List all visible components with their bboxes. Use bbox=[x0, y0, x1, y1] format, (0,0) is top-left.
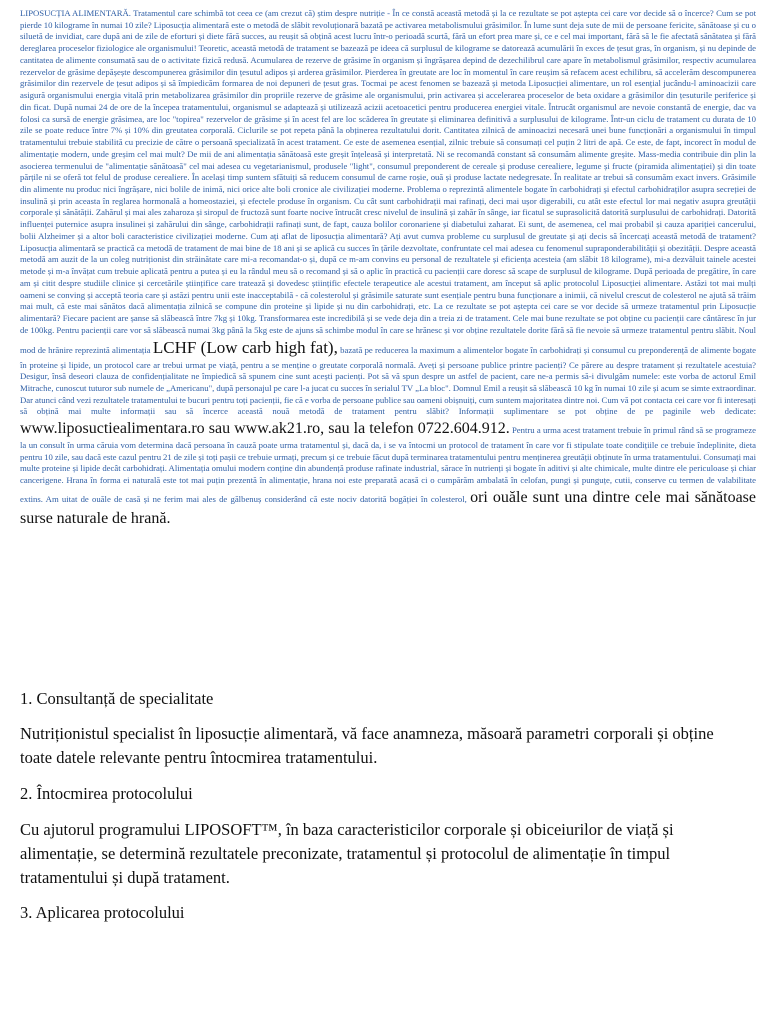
lchf-highlight: LCHF (Low carb high fat), bbox=[152, 337, 338, 357]
contact-info: www.liposuctiealimentara.ro sau www.ak21.ro, sau la telefon 0722.604.912. bbox=[20, 420, 510, 438]
eggs-statement: ori ouăle sunt una dintre cele mai sănătoase surse naturale de hrană. bbox=[20, 488, 756, 528]
article-middle-text: bazată pe reducerea la maximum a alimentelor bogate în carbohidrați și consumul cu preponderență de alimente bogate în proteine și lipide, un protocol care ar trebui urmat pe viață, pentru a se menține o greutate corporală normală. Aveți și persoane publice printre pacienți? Ce părere au despre tratament și rezultatele acestuia? Desigur, însă deseori clauza de confidențialitate ne împiedică să spunem cine sunt acești pacienți. Pot să vă spun despre un astfel de pacient, care ne-a permis să-i divulgăm numele: este vorba de actorul Emil Mitrache, cunoscut tuturor sub numele de „Americanu", după personajul pe care l-a jucat cu succes în serialul TV „La bloc". Domnul Emil a reușit să slăbească 10 kg în numai 10 zile și acum se simte extraordinar. Dar atunci când vezi rezultatele tratamentului te bucuri pentru toți pacienții, fie că e vorba de persoane publice sau oameni obișnuiți, cum suntem majoritatea dintre noi. Cum vă pot contacta cei care vor fi interesați să obțină mai multe informații sau să încerce această nouă metodă de tratament pentru slăbit? Informații suplimentare se pot obține de pe paginile web dedicate: bbox=[20, 344, 756, 417]
step-2-text: Cu ajutorul programului LIPOSOFT™, în baza caracteristicilor corporale și obiceiurilor de viață și alimentație, se determină rezultatele preconizate, tratamentul și protocolul de alimentație în timpul tratamentului și după tratament. bbox=[20, 819, 674, 887]
treatment-steps bbox=[20, 688, 748, 937]
step-1-heading: 1. Consultanță de specialitate bbox=[20, 689, 214, 708]
step-2-heading: 2. Întocmirea protocolului bbox=[20, 784, 193, 804]
article-intro-text: LIPOSUCȚIA ALIMENTARĂ. Tratamentul care schimbă tot ceea ce (am crezut că) știm despre nutriție - În ce constă această metodă și la ce rezultate se pot aștepta cei care vor decide să o încerce? Cum se pot pierde 10 kilograme în numai 10 zile? Liposucția alimentară este o metodă de slăbit revoluționară bazată pe activarea metabolismului grăsimilor. În lume sunt deja sute de mii de persoane fericite, sănătoase și cu o siluetă de invidiat, care după ani de zile de eforturi și diete fără succes, au reușit să obțină acest lucru într-o perioadă scurtă, fără un efort prea mare și, ce e cel mai important, fără să le fie afectată sănătatea și fără dereglarea proceselor fiziologice ale organismului! Teoretic, această metodă de tratament se bazează pe ideea că surplusul de kilograme se datorează acumulării în exces de țesut gras, în organism, și nu depinde de cantitatea de alimente consumată sau de o activitate fizică redusă. Acumularea de rezerve de grăsime în organism și îngrășarea depind de dezechilibrul care apare în metabolismul grăsimilor, respectiv acumularea rezervelor de grăsime depășește descompunerea grăsimilor din țesutul adipos și arderea grăsimilor. Pierderea în greutate are loc în momentul în care reușim să refacem acest echilibru, să accelerăm descompunerea grăsimilor din rezervele de țesut adipos și să împiedicăm formarea de noi depuneri de țesut gras. Tocmai pe acest fenomen se bazează și metoda Liposucției alimentare, un rol esențial jucându-l aminoacizii care asigură organismului energia vitală prin metabolizarea grăsimilor din propriile rezerve de grăsime ale organismului, prin activarea și accelerarea proceselor de beta oxidare a grăsimilor din țesuturile periferice și din ficat. După numai 24 de ore de la începea tratamentului, organismul se adaptează și utilizează acizii acetoacetici pentru producerea energiei vitale. Întrucât organismul are nevoie constantă de energie, dac va folosi ca sursă de energie grăsimea, are loc "topirea" rezervelor de grăsime și în acest fel are loc scăderea în greutate și eliminarea definitivă a surplusului de kilograme. Într-un ciclu de tratament cu durata de 10 zile se poate reduce între 7% și 10% din greutatea corporală. Ciclurile se pot repeta până la obținerea rezultatului dorit. Cantitatea zilnică de aminoacizi necesară unei bune funcționări a organismului în timpul tratamentului trebuie stabilită cu precizie de către o persoană specializată în acest tratament. Ce este de asemenea esențial, zilnic trebuie să consumați cel puțin 2 litri de apă. Ce este, de fapt, incorect în modul de alimentație modern, unde greșim cel mai mult? De mii de ani alimentația sănătoasă este greșit înțeleasă și interpretată. Ni se recomandă constant să consumăm alimente greșite. Mass-media contribuie din plin la asocierea termenului de "alimentație sănătoasă" cel mai adesea cu vegetarianismul, produsele "light", consumul preponderent de cereale și produse cerealiere, legume și fructe (piramida alimentației) și din toate părțile ni se oferă tot felul de produse cerealiere. În același timp suntem sfătuiți să reducem consumul de carne roșie, ouă și produse lactate nedegresate. În realitate ar trebui să consumăm exact invers. Grăsimile din alimente nu produc nici îngrășare, nici bolile de inimă, nici orice alte boli cronice ale civilizației moderne. Problema o reprezintă alimentele bogate în carbohidrați și efectul carbohidraților asupra secreției de insulină și prin aceasta în reglarea hormonală a homeostaziei, și efectele produse în organism. Cu cât sunt carbohidrații mai rafinați, deci mai ușor digerabili, cu atât este efectul lor mai negativ asupra greutății corporale și sănătății. Zahărul și mai ales zaharoza și siropul de fructoză sunt foarte nocive întrucât cresc nivelul de insulină și zahăr în sânge, iar ficatul se suprasolicită datorită surplusului de carbohidrați. Datorită influenței puternice asupra insulinei și zahărului din sânge, carbohidrații rafinați sunt, de fapt, cauza bolilor coronariene și diabetului zaharat. Ei sunt, de asemenea, cel mai probabil și cauza apariției cancerului, bolii Alzheimer și a altor boli caracteristice civilizației moderne. Cum ați aflat de liposucția alimentară? Ați avut cumva probleme cu surplusul de greutate și ați decis să încercați această metodă de tratament? Liposucția alimentară se practică ca metodă de tratament de mai bine de 18 ani și se aplică cu succes în țările dezvoltate, confruntate cel mai adesea cu fenomenul supraponderabilității și obezității. Despre această metodă am auzit de la un coleg nutriționist din străinătate care mi-a recomandat-o și, după ce m-am convins eu personal de rezultatele și eficiența acesteia (am slăbit 18 kilograme), mi-a dezvăluit tainele acestei metode și m-a învățat cum trebuie aplicată pentru a putea și eu la rândul meu să o recomand și să o aplic în practică cu pacienții care doresc să scape de surplusul de kilograme. După perioada de pregătire, în care am și citit despre studiile clinice și cercetările științifice care tratează și dovedesc științific efectele terapeutice ale acestui tratament, am început să aplic protocolul Liposucției alimentare. Astăzi tot mai mulți oameni se conving și acceptă teoria care și astăzi pentru unii este inacceptabilă - că colesterolul și grăsimile saturate sunt esențiale pentru buna funcționare a inimii, că nivelul crescut de colesterol ne ajută să trăim mai mult, că este mai sănătos dacă alimentația zilnică se compune din proteine și lipide și nu din carbohidrați, etc. La ce rezultate se pot aștepta cei care se vor decide să urmeze tratamentul prin Liposucție alimentară? Fiecare pacient are șanse să slăbească între 7kg și 10kg. Transformarea este incredibilă și se vede deja din a treia zi de tratament. Cele mai bune rezultate se pot obține cu pacienții care cântăresc în jur de 100kg. Pentru pacienții care vor să slăbească numai 3kg până la 5kg este de ajuns să schimbe modul în care se hrănesc și vor obține rezultatele dorite fără să fie nevoie să urmeze tratamentul pentru slăbit. Noul mod de hrănire reprezintă alimentația bbox=[20, 8, 756, 355]
step-3-heading: 3. Aplicarea protocolului bbox=[20, 903, 185, 923]
article-dense-text bbox=[20, 8, 756, 530]
article-closing-text: Pentru a urma acest tratament trebuie în primul rând să se programeze la un consult în urma căruia vom determina dacă persoana în cauză poate urma tratamentul și, dacă da, i se va întocmi un protocol de tratament în care vor fi stipulate toate condițiile ce trebuie îndeplinite, dieta pentru 10 zile, sau dacă este cazul pentru 21 de zile și toți pașii ce trebuie urmați, precum și ce trebuie făcut după terminarea tratamentului pentru menținerea greutății obținute în urma tratamentului. Consumați mai multe proteine și lipide decât carbohidrați. Alimentația omului modern conține din abundență produse rafinate industrial, sărace în nutrienți și bogate în aditivi și alte chimicale, multe dintre ele periculoase și chiar cancerigene. Hrana în forma ei naturală este tot mai puțin prezentă în alimentație, hrana noi este preparată acasă ci o cumpărăm ambalată în celofan, pungi și punguțe, cutii, conserve cu termen de valabilitate extins. Am uitat de ouăle de casă și ne ferim mai ales de gălbenuș considerând că este nociv datorită bogăției în colesterol, bbox=[20, 425, 756, 504]
step-1-text: Nutriționistul specialist în liposucție alimentară, vă face anamneza, măsoară parametri corporali și obține toate datele relevante pentru întocmirea tratamentului. bbox=[20, 724, 714, 768]
